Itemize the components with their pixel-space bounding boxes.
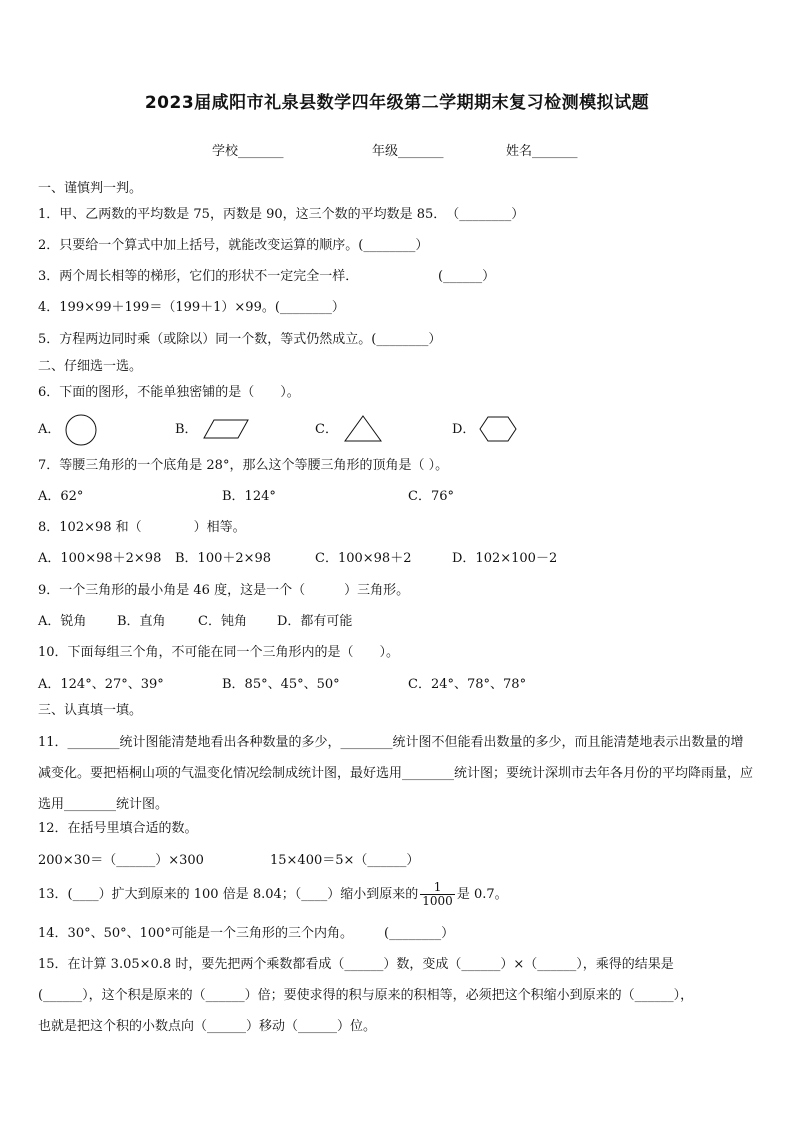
q10-option-a[interactable]: A．124°、27°、39° — [38, 677, 164, 692]
fraction-denominator: 1000 — [422, 894, 453, 908]
parallelogram-shape-icon — [202, 418, 250, 440]
question-15-line-2: (______），这个积是原来的（______）倍；要使求得的积与原来的积相等，必须把这个积缩小到原来的（______）， — [38, 988, 694, 1003]
question-14: 14．30°、50°、100°可能是一个三角形的三个内角。 — [38, 926, 353, 941]
question-11: 11．________统计图能清楚地看出各种数量的多少，________统计图不但能看出数量的多少，而且能清楚地表示出数量的增减变化。要把梧桐山项的气温变化情况绘制成统计图，最好选用________统计图；要统计深圳市去年各月份的平均降雨量，应选用________统计图。 — [38, 735, 754, 812]
section1-heading: 一、谨慎判一判。 — [38, 181, 143, 196]
question-14-blank[interactable]: (________） — [384, 926, 455, 941]
question-13-pre: 13．(____）扩大到原来的 100 倍是 8.04；（____）缩小到原来的 — [38, 887, 419, 902]
question-12: 12．在括号里填合适的数。 — [38, 821, 198, 836]
fraction-numerator: 1 — [420, 881, 455, 895]
fraction — [420, 881, 455, 908]
triangle-shape-icon — [343, 414, 383, 442]
question-10: 10．下面每组三个角，不可能在同一个三角形内的是（ ）。 — [38, 645, 400, 660]
q9-option-c[interactable]: C．钝角 — [198, 614, 247, 629]
question-1: 1．甲、乙两数的平均数是 75，丙数是 90，这三个数的平均数是 85． （________） — [38, 207, 525, 222]
question-2: 2．只要给一个算式中加上括号，就能改变运算的顺序。(________） — [38, 238, 429, 253]
q9-option-a[interactable]: A．锐角 — [38, 614, 87, 629]
name-field[interactable]: 姓名_______ — [506, 144, 578, 159]
question-7: 7．等腰三角形的一个底角是 28°，那么这个等腰三角形的顶角是（ ）。 — [38, 458, 449, 473]
question-4: 4．199×99＋199＝（199＋1）×99。(________） — [38, 300, 345, 315]
q7-option-c[interactable]: C．76° — [408, 489, 454, 504]
q7-option-b[interactable]: B．124° — [222, 489, 276, 504]
q7-option-a[interactable]: A．62° — [38, 489, 84, 504]
question-6: 6．下面的图形，不能单独密铺的是（ ）。 — [38, 385, 300, 400]
page-title: 2023届咸阳市礼泉县数学四年级第二学期期末复习检测模拟试题 — [144, 93, 650, 113]
hexagon-shape-icon — [478, 416, 518, 442]
q6-option-a-label[interactable]: A． — [38, 422, 61, 437]
q9-option-b[interactable]: B．直角 — [117, 614, 166, 629]
q8-option-b[interactable]: B．100＋2×98 — [175, 551, 272, 566]
q6-option-b-label[interactable]: B． — [175, 422, 198, 437]
question-12-a: 200×30＝（______）×300 — [38, 853, 204, 868]
q8-option-a[interactable]: A．100×98＋2×98 — [38, 551, 162, 566]
question-12-b: 15×400＝5×（______） — [270, 853, 420, 868]
q10-option-c[interactable]: C．24°、78°、78° — [408, 677, 527, 692]
question-3-blank[interactable]: (______） — [438, 269, 496, 284]
school-field[interactable]: 学校_______ — [212, 144, 284, 159]
q8-option-c[interactable]: C．100×98＋2 — [315, 551, 412, 566]
section2-heading: 二、仔细选一选。 — [38, 359, 143, 374]
question-15-line-3: 也就是把这个积的小数点向（______）移动（______）位。 — [38, 1019, 377, 1034]
q6-option-c-label[interactable]: C． — [315, 422, 338, 437]
q8-option-d[interactable]: D．102×100－2 — [452, 551, 558, 566]
question-13 — [38, 880, 508, 910]
question-15-line-1: 15．在计算 3.05×0.8 时，要先把两个乘数都看成（______）数，变成（______）×（______），乘得的结果是 — [38, 957, 674, 972]
question-3: 3．两个周长相等的梯形，它们的形状不一定完全一样． — [38, 269, 359, 284]
circle-shape-icon — [64, 413, 98, 447]
question-13-post: 是 0.7。 — [456, 887, 508, 902]
question-9: 9．一个三角形的最小角是 46 度，这是一个（ ）三角形。 — [38, 583, 410, 598]
section3-heading: 三、认真填一填。 — [38, 703, 143, 718]
q10-option-b[interactable]: B．85°、45°、50° — [222, 677, 340, 692]
question-8: 8．102×98 和（ ）相等。 — [38, 520, 246, 535]
grade-field[interactable]: 年级_______ — [372, 144, 444, 159]
question-5: 5．方程两边同时乘（或除以）同一个数，等式仍然成立。(________） — [38, 332, 442, 347]
q6-option-d-label[interactable]: D． — [452, 422, 476, 437]
q9-option-d[interactable]: D．都有可能 — [277, 614, 353, 629]
